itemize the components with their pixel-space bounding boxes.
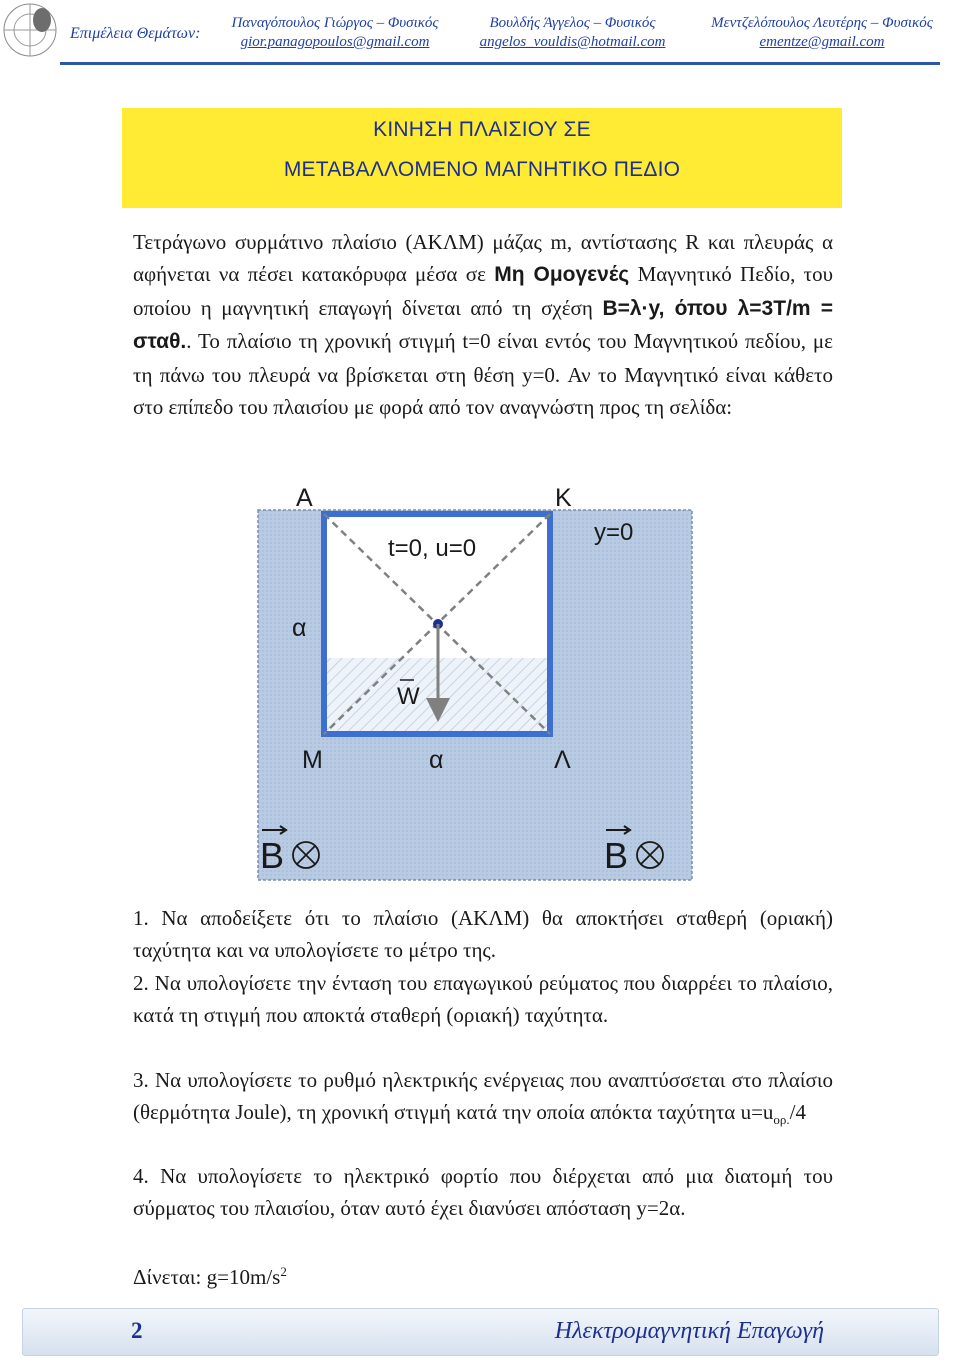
question-2: 2. Να υπολογίσετε την ένταση του επαγωγικού ρεύματος που διαρρέει το πλαίσιο, κατά τη στιγμή που αποκτά σταθερή (οριακή) ταχύτητα.	[133, 971, 833, 1027]
author-3-name: Μεντζελόπουλος Λευτέρης – Φυσικός	[711, 15, 933, 31]
field-label-right: B	[604, 835, 629, 876]
author-1-email[interactable]: gior.panagopoulos@gmail.com	[240, 34, 430, 50]
author-2-email[interactable]: angelos_vouldis@hotmail.com	[479, 34, 666, 50]
question-1: 1. Να αποδείξετε ότι το πλαίσιο (ΑΚΛΜ) θα αποκτήσει σταθερή (οριακή) ταχύτητα και να υπολογίσετε το μέτρο της.	[133, 906, 833, 962]
title-line-1: ΚΙΝΗΣΗ ΠΛΑΙΣΙΟΥ ΣΕ	[373, 118, 591, 141]
intro-text-2: Μαγνητικό Πεδίο, του οποίου η μαγνητική επαγωγή δίνεται από τη σχέση	[133, 262, 834, 320]
problem-statement	[133, 226, 833, 423]
intro-text-3: . Το πλαίσιο τη χρονική στιγμή t=0 είναι εντός του Μαγνητικού πεδίου, με τη πάνω του πλευρά να βρίσκεται στη θέση y=0. Αν το Μαγνητικό είναι κάθετο στο επίπεδο του πλαισίου με φορά από τον αναγνώστη προς τη σελίδα:	[133, 329, 833, 420]
header-rule	[60, 62, 940, 65]
corner-k-label: Κ	[555, 484, 572, 512]
given-exponent: 2	[280, 1264, 287, 1279]
author-2-name: Βουλδής Άγγελος – Φυσικός	[489, 15, 656, 31]
author-1-name: Παναγόπουλος Γιώργος – Φυσικός	[231, 15, 439, 31]
question-3-subscript: ορ.	[773, 1112, 790, 1128]
intro-text-1: Τετράγωνο συρμάτινο πλαίσιο (ΑΚΛΜ) μάζας m, αντίστασης R και πλευράς α αφήνεται να πέσει κατακόρυφα μέσα σε	[133, 230, 833, 287]
author-2	[465, 14, 680, 52]
side-bottom-label: α	[429, 746, 444, 774]
field-label-left: B	[260, 835, 285, 876]
frame-diagram	[250, 478, 700, 888]
footer-title: Ηλεκτρομαγνητική Επαγωγή	[554, 1318, 824, 1344]
author-1	[215, 14, 455, 52]
header-logo	[0, 0, 62, 62]
page-number: 2	[131, 1318, 143, 1343]
intro-bold-1: Μη Ομογενές	[494, 263, 630, 287]
page-footer	[22, 1308, 939, 1356]
author-3	[692, 14, 952, 52]
intro-bold-2: Β=λ·y, όπου λ=3Τ/m = σταθ.	[133, 296, 834, 354]
author-3-email[interactable]: ementze@gmail.com	[759, 34, 885, 50]
title-line-2: ΜΕΤΑΒΑΛΛΟΜΕΝΟ ΜΑΓΝΗΤΙΚΟ ΠΕΔΙΟ	[283, 158, 681, 181]
side-left-label: α	[292, 614, 307, 642]
given-data	[133, 1256, 833, 1293]
question-3	[133, 1064, 833, 1136]
page-header	[0, 0, 960, 72]
weight-label: W	[397, 683, 420, 710]
question-4: 4. Να υπολογίσετε το ηλεκτρικό φορτίο που διέρχεται από μια διατομή του σύρματος του πλαισίου, όταν αυτό έχει διανύσει απόσταση y=2α.	[133, 1164, 833, 1220]
corner-l-label: Λ	[554, 746, 571, 774]
editors-label: Επιμέλεια Θεμάτων:	[70, 25, 201, 42]
question-3-text: 3. Να υπολογίσετε το ρυθμό ηλεκτρικής ενέργειας που αναπτύσσεται στο πλαίσιο (θερμότητα Joule), τη χρονική στιγμή κατά την οποία απόκτα ταχύτητα u=u	[133, 1068, 833, 1124]
corner-a-label: Α	[296, 484, 313, 512]
y-level-label: y=0	[594, 519, 634, 546]
corner-m-label: Μ	[302, 746, 323, 774]
title-box	[122, 108, 842, 208]
given-text: Δίνεται: g=10m/s	[133, 1265, 281, 1289]
initial-condition-label: t=0, u=0	[388, 535, 477, 562]
question-3-tail: /4	[789, 1100, 807, 1124]
